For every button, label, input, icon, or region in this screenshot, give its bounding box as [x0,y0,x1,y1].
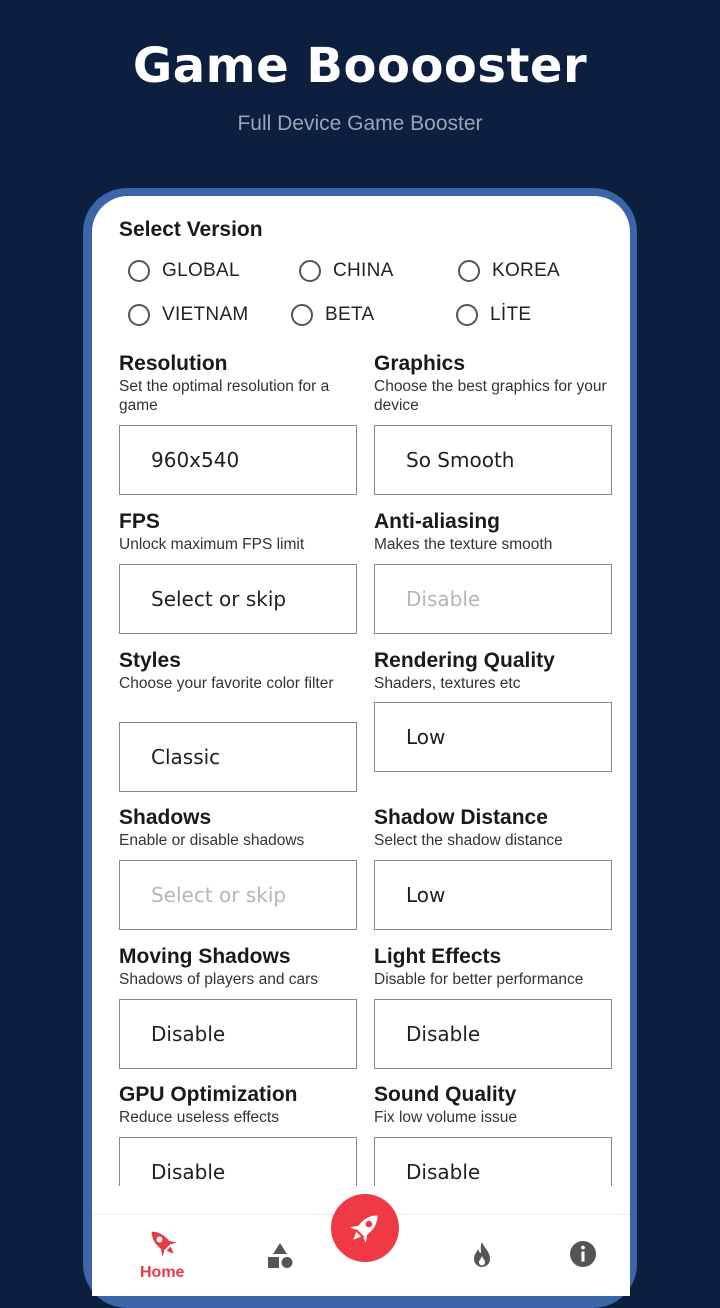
sound-quality-dropdown[interactable]: Disable [374,1137,612,1186]
setting-title: Shadow Distance [374,806,548,829]
setting-anti-aliasing [374,510,612,554]
setting-title: Styles [119,649,181,672]
setting-description: Choose the best graphics for your device [374,378,607,414]
radio-label: GLOBAL [162,260,240,281]
radio-vietnam[interactable] [128,304,249,326]
radio-circle-icon [456,304,478,326]
setting-title: Light Effects [374,945,502,968]
setting-moving-shadows [119,945,357,989]
radio-label: KOREA [492,260,561,281]
shapes-icon [265,1240,295,1270]
fire-icon [467,1240,497,1270]
anti-aliasing-dropdown[interactable]: Disable [374,564,612,634]
setting-light-effects [374,945,612,989]
radio-label: VIETNAM [162,304,249,325]
radio-circle-icon [299,260,321,282]
radio-korea[interactable] [458,260,560,282]
setting-shadows [119,806,357,850]
rocket-icon [145,1225,181,1261]
setting-graphics [374,352,612,415]
fps-dropdown[interactable]: Select or skip [119,564,357,634]
gpu-optimization-dropdown[interactable]: Disable [119,1137,357,1186]
setting-description: Disable for better performance [374,971,584,988]
setting-title: Resolution [119,352,228,375]
hero-title: Game Booooster [132,38,588,94]
nav-info[interactable] [563,1235,603,1275]
nav-hot[interactable] [462,1235,502,1275]
setting-styles [119,649,357,693]
radio-china[interactable] [299,260,394,282]
setting-rendering-quality [374,649,612,693]
setting-description: Select the shadow distance [374,832,563,849]
setting-title: Graphics [374,352,466,375]
light-effects-dropdown[interactable]: Disable [374,999,612,1069]
phone-screen [92,196,630,1296]
radio-label: BETA [325,304,375,325]
setting-title: Moving Shadows [119,945,291,968]
nav-home-label: Home [140,1264,185,1281]
setting-gpu-optimization [119,1083,357,1127]
graphics-dropdown[interactable]: So Smooth [374,425,612,495]
setting-description: Unlock maximum FPS limit [119,536,305,553]
shadow-distance-dropdown[interactable]: Low [374,860,612,930]
rendering-quality-dropdown[interactable]: Low [374,702,612,772]
setting-description: Set the optimal resolution for a game [119,378,330,414]
radio-circle-icon [291,304,313,326]
boost-button[interactable] [331,1194,399,1262]
setting-description: Shadows of players and cars [119,971,319,988]
select-version-label: Select Version [119,218,263,241]
moving-shadows-dropdown[interactable]: Disable [119,999,357,1069]
resolution-dropdown[interactable]: 960x540 [119,425,357,495]
setting-title: Anti-aliasing [374,510,501,533]
styles-dropdown[interactable]: Classic [119,722,357,792]
radio-circle-icon [128,304,150,326]
hero-subtitle: Full Device Game Booster [237,112,483,135]
setting-title: Rendering Quality [374,649,555,672]
radio-label: CHINA [333,260,394,281]
setting-description: Fix low volume issue [374,1109,517,1126]
radio-global[interactable] [128,260,240,282]
setting-title: Shadows [119,806,212,829]
setting-description: Reduce useless effects [119,1109,279,1126]
shadows-dropdown[interactable]: Select or skip [119,860,357,930]
rocket-icon [345,1208,385,1248]
radio-label: LİTE [490,304,532,325]
setting-description: Makes the texture smooth [374,536,553,553]
nav-categories[interactable] [260,1235,300,1275]
setting-fps [119,510,357,554]
setting-description: Enable or disable shadows [119,832,305,849]
setting-description: Choose your favorite color filter [119,675,334,692]
setting-title: Sound Quality [374,1083,517,1106]
setting-title: FPS [119,510,160,533]
setting-title: GPU Optimization [119,1083,298,1106]
setting-resolution [119,352,357,415]
setting-sound-quality [374,1083,612,1127]
radio-lite[interactable] [456,304,531,326]
settings-scroll-area[interactable] [92,196,630,1186]
setting-description: Shaders, textures etc [374,675,521,692]
radio-circle-icon [128,260,150,282]
setting-shadow-distance [374,806,612,850]
radio-beta[interactable] [291,304,374,326]
nav-home[interactable] [132,1215,194,1296]
radio-circle-icon [458,260,480,282]
info-icon [568,1239,598,1269]
